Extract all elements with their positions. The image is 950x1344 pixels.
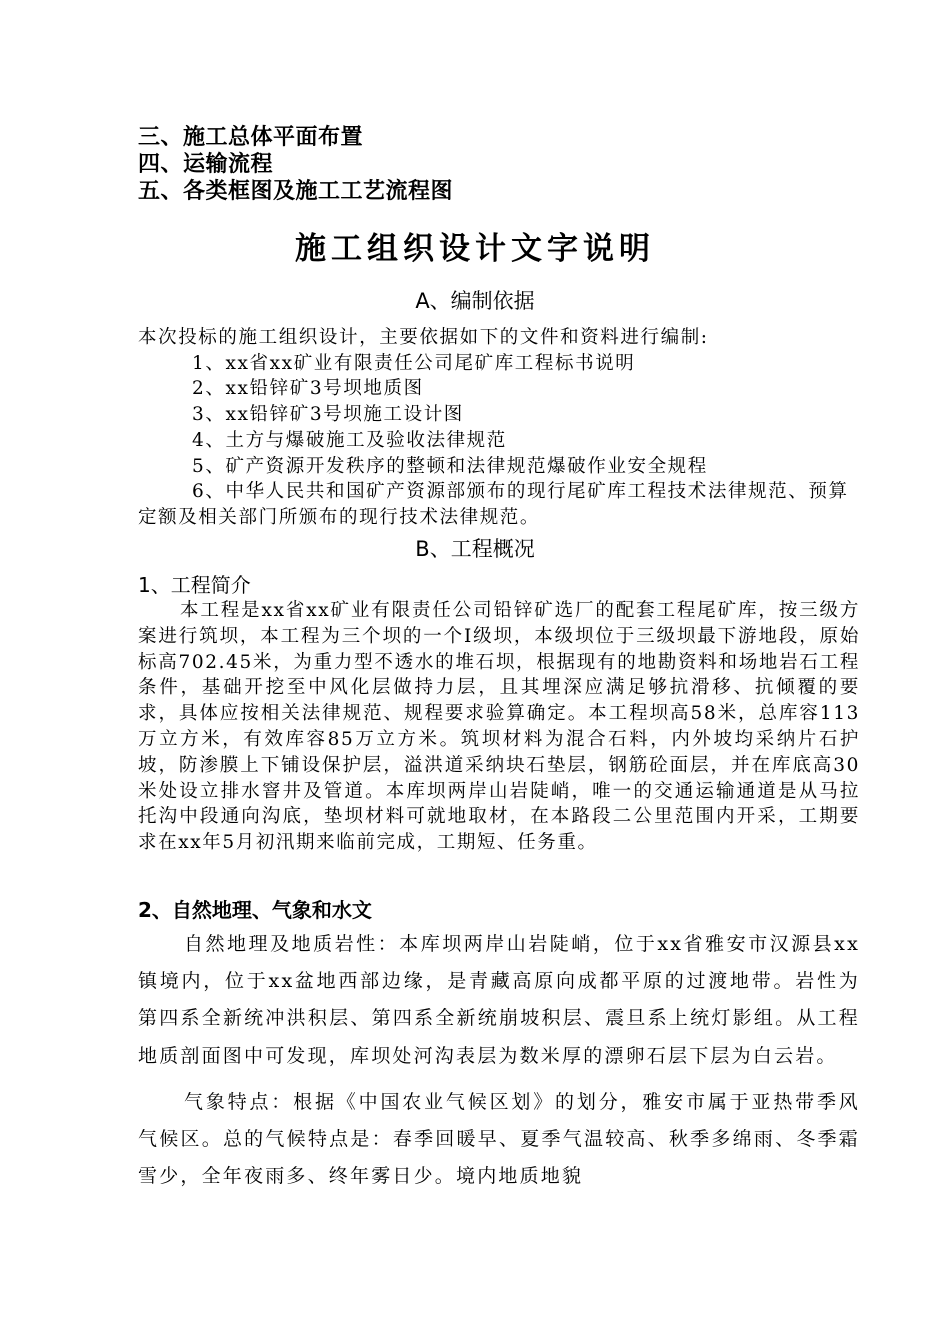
- section-a-heading: A、编制依据: [415, 289, 535, 313]
- geology-paragraph: 自然地理及地质岩性：本库坝两岸山岩陡峭，位于xx省雅安市汉源县xx镇境内，位于xx盆地西部边缘，是青藏高原向成都平原的过渡地带。岩性为第四系全新统冲洪积层、第四系全新统崩坡积层、震旦系上统灯影组。从工程地质剖面图中可发现，库坝处河沟表层为数米厚的漂卵石层下层为白云岩。: [138, 933, 860, 1067]
- toc-item: 三、施工总体平面布置: [138, 125, 364, 150]
- toc-item: 四、运输流程: [138, 152, 274, 177]
- basis-item: 2、xx铅锌矿3号坝地质图: [192, 378, 424, 400]
- section-b-heading: B、工程概况: [415, 537, 535, 561]
- basis-item: 5、矿产资源开发秩序的整顿和法律规范爆破作业安全规程: [192, 455, 708, 477]
- toc-item: 五、各类框图及施工工艺流程图: [138, 179, 454, 204]
- compilation-basis: [138, 325, 860, 531]
- climate-paragraph: 气象特点：根据《中国农业气候区划》的划分，雅安市属于亚热带季风气候区。总的气候特点是：春季回暖早、夏季气温较高、秋季多绵雨、冬季霜雪少，全年夜雨多、终年雾日少。境内地质地貌: [138, 1090, 860, 1188]
- basis-item: 4、土方与爆破施工及验收法律规范: [192, 429, 507, 451]
- basis-item: 6、中华人民共和国矿产资源部颁布的现行尾矿库工程技术法律规范、预算定额及相关部门所颁布的现行技术法律规范。: [138, 481, 849, 528]
- project-intro-text: 本工程是xx省xx矿业有限责任公司铅锌矿选厂的配套工程尾矿库，按三级方案进行筑坝，本工程为三个坝的一个Ⅰ级坝，本级坝位于三级坝最下游地段，原始标高702.45米，为重力型不透水的堆石坝，根据现有的地勘资料和场地岩石工程条件，基础开挖至中风化层做持力层，且其埋深应满足够抗滑移、抗倾覆的要求，具体应按相关法律规范、规程要求验算确定。本工程坝高58米，总库容113万立方米，有效库容85万立方米。筑坝材料为混合石料，内外坡均采纳片石护坡，防渗膜上下铺设保护层，溢洪道采纳块石垫层，钢筋砼面层，并在库底高30米处设立排水窨井及管道。本库坝两岸山岩陡峭，唯一的交通运输通道是从马拉托沟中段通向沟底，垫坝材料可就地取材，在本路段二公里范围内开采，工期要求在xx年5月初汛期来临前完成，工期短、任务重。: [138, 600, 860, 854]
- geography-section: [138, 926, 860, 1195]
- project-intro-heading: 1、工程简介: [138, 573, 251, 597]
- basis-item: 1、xx省xx矿业有限责任公司尾矿库工程标书说明: [192, 352, 636, 374]
- document-title: 施工组织设计文字说明: [295, 231, 655, 267]
- basis-item: 3、xx铅锌矿3号坝施工设计图: [192, 404, 464, 426]
- basis-intro: 本次投标的施工组织设计，主要依据如下的文件和资料进行编制:: [138, 327, 709, 348]
- table-of-contents: [138, 124, 453, 205]
- project-intro: [138, 598, 860, 856]
- geography-heading: 2、自然地理、气象和水文: [138, 898, 372, 922]
